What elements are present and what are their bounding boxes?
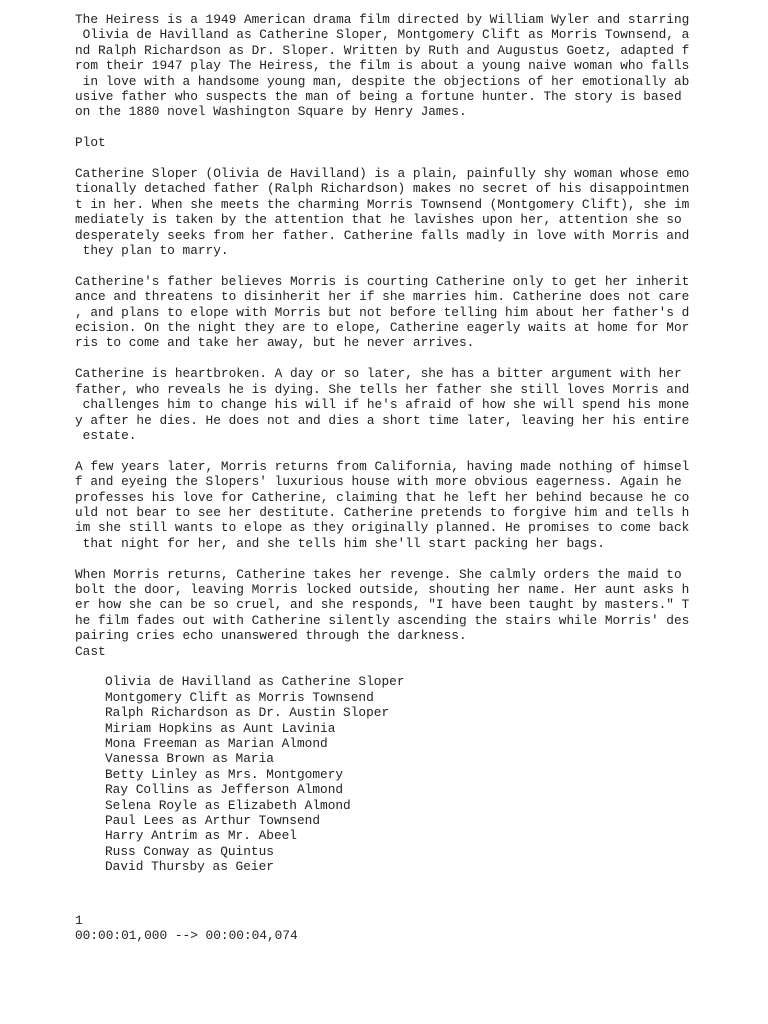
plot-line: desperately seeks from her father. Catherine falls madly in love with Morris and bbox=[75, 227, 690, 243]
plot-line: Catherine's father believes Morris is courting Catherine only to get her inherit bbox=[75, 273, 690, 289]
plot-line: t in her. When she meets the charming Morris Townsend (Montgomery Clift), she im bbox=[75, 196, 690, 212]
plot-line: y after he dies. He does not and dies a short time later, leaving her his entire bbox=[75, 412, 690, 428]
plot-line: challenges him to change his will if he's afraid of how she will spend his mone bbox=[75, 397, 690, 413]
plot-line: uld not bear to see her destitute. Catherine pretends to forgive him and tells h bbox=[75, 504, 690, 520]
cast-list bbox=[75, 674, 675, 874]
intro-line: nd Ralph Richardson as Dr. Sloper. Written by Ruth and Augustus Goetz, adapted f bbox=[75, 42, 690, 58]
plot-line: Catherine Sloper (Olivia de Havilland) is a plain, painfully shy woman whose emo bbox=[75, 166, 690, 182]
plot-line: he film fades out with Catherine silently ascending the stairs while Morris' des bbox=[75, 612, 690, 628]
plot-line: mediately is taken by the attention that he lavishes upon her, attention she so bbox=[75, 212, 682, 228]
plot-line: pairing cries echo unanswered through the darkness. bbox=[75, 628, 467, 644]
plot-paragraph bbox=[75, 273, 690, 351]
intro-line: The Heiress is a 1949 American drama film directed by William Wyler and starring bbox=[75, 12, 690, 27]
cast-item: Montgomery Clift as Morris Townsend bbox=[105, 689, 374, 705]
intro-line: in love with a handsome young man, despite the objections of her emotionally ab bbox=[75, 73, 690, 89]
subtitle-timecode: 00:00:01,000 --> 00:00:04,074 bbox=[75, 928, 298, 944]
plot-line: er how she can be so cruel, and she responds, "I have been taught by masters." T bbox=[75, 597, 690, 613]
plot-line: ris to come and take her away, but he never arrives. bbox=[75, 335, 475, 351]
plot-line: Catherine is heartbroken. A day or so later, she has a bitter argument with her bbox=[75, 366, 682, 382]
plot-paragraph bbox=[75, 366, 690, 443]
intro-line: usive father who suspects the man of being a fortune hunter. The story is based bbox=[75, 89, 682, 105]
intro-paragraph bbox=[75, 12, 690, 120]
intro-line: on the 1880 novel Washington Square by Henry James. bbox=[75, 104, 467, 120]
cast-item: Paul Lees as Arthur Townsend bbox=[105, 813, 321, 829]
plot-line: A few years later, Morris returns from California, having made nothing of himsel bbox=[75, 458, 690, 474]
plot-line: estate. bbox=[75, 427, 137, 443]
plot-line: father, who reveals he is dying. She tells her father she still loves Morris and bbox=[75, 381, 690, 397]
plot-line: , and plans to elope with Morris but not before telling him about her father's d bbox=[75, 304, 690, 320]
plot-line: ance and threatens to disinherit her if she marries him. Catherine does not care bbox=[75, 289, 690, 305]
intro-line: rom their 1947 play The Heiress, the film is about a young naive woman who falls bbox=[75, 58, 690, 74]
plot-line: that night for her, and she tells him she'll start packing her bags. bbox=[75, 535, 605, 551]
cast-item: Ray Collins as Jefferson Almond bbox=[105, 782, 344, 798]
subtitle-index: 1 bbox=[75, 912, 83, 928]
plot-line: ecision. On the night they are to elope, Catherine eagerly waits at home for Mor bbox=[75, 320, 690, 336]
plot-line: f and eyeing the Slopers' luxurious house with more obvious eagerness. Again he bbox=[75, 474, 682, 490]
cast-item: Miriam Hopkins as Aunt Lavinia bbox=[105, 720, 336, 736]
cast-item: David Thursby as Geier bbox=[105, 859, 274, 875]
plot-line: tionally detached father (Ralph Richardson) makes no secret of his disappointmen bbox=[75, 181, 690, 197]
intro-line: Olivia de Havilland as Catherine Sloper, Montgomery Clift as Morris Townsend, a bbox=[75, 27, 690, 43]
plot-line: im she still wants to elope as they originally planned. He promises to come back bbox=[75, 520, 690, 536]
cast-item: Harry Antrim as Mr. Abeel bbox=[105, 828, 297, 844]
plot-line: they plan to marry. bbox=[75, 243, 229, 259]
plot-line: When Morris returns, Catherine takes her revenge. She calmly orders the maid to bbox=[75, 566, 682, 582]
plot-paragraph bbox=[75, 566, 690, 644]
cast-item: Mona Freeman as Marian Almond bbox=[105, 735, 328, 751]
cast-item: Selena Royle as Elizabeth Almond bbox=[105, 797, 351, 813]
cast-item: Russ Conway as Quintus bbox=[105, 843, 274, 859]
cast-heading: Cast bbox=[75, 643, 106, 659]
plot-line: professes his love for Catherine, claiming that he left her behind because he co bbox=[75, 489, 690, 505]
cast-item: Betty Linley as Mrs. Montgomery bbox=[105, 766, 344, 782]
plot-paragraph bbox=[75, 166, 690, 259]
document-page bbox=[75, 12, 690, 944]
subtitle-entry bbox=[75, 913, 675, 944]
plot-heading: Plot bbox=[75, 135, 106, 151]
cast-item: Vanessa Brown as Maria bbox=[105, 751, 274, 767]
plot-line: bolt the door, leaving Morris locked outside, shouting her name. Her aunt asks h bbox=[75, 581, 690, 597]
plot-paragraph bbox=[75, 458, 690, 551]
cast-item: Ralph Richardson as Dr. Austin Sloper bbox=[105, 705, 390, 721]
cast-item: Olivia de Havilland as Catherine Sloper bbox=[105, 674, 405, 690]
